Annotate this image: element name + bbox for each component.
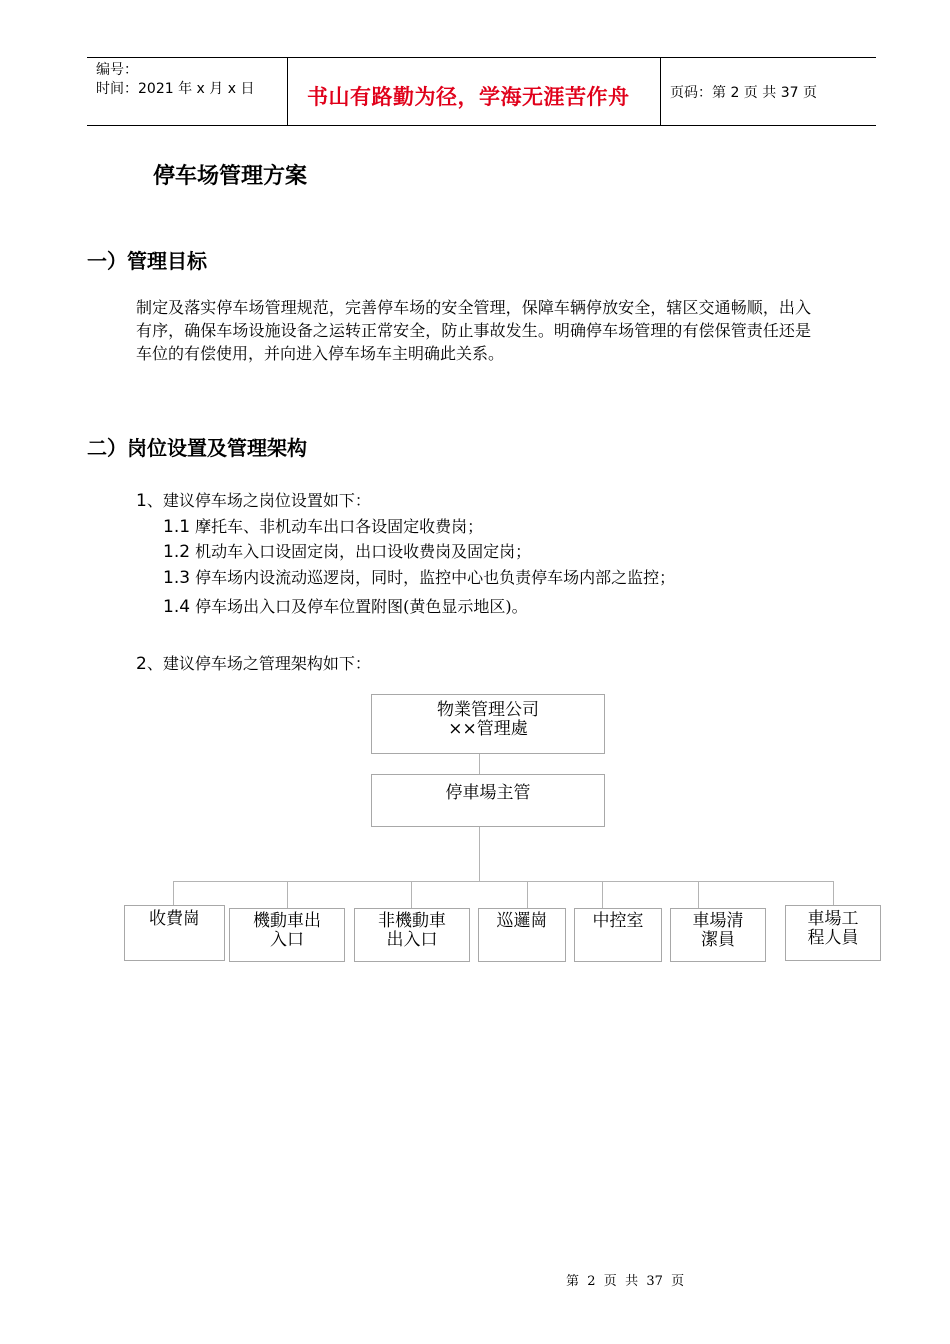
sub-item-number: 1.2 — [163, 542, 191, 562]
sub-item-1-1 — [163, 515, 483, 539]
org-box-cleaner — [670, 908, 766, 962]
org-box-line: 潔員 — [701, 930, 735, 950]
list-item-1 — [136, 489, 371, 513]
sub-item-text: 机动车入口设固定岗，出口设收费岗及固定岗； — [190, 542, 532, 561]
section-1-title: 一）管理目标 — [87, 249, 207, 273]
connector-drop — [833, 881, 834, 905]
org-box-line: 程人員 — [807, 928, 859, 948]
org-box-toll-booth — [124, 905, 225, 961]
org-box-line: 中控室 — [592, 911, 644, 931]
sub-item-1-4 — [163, 595, 528, 619]
connector-drop — [173, 881, 174, 905]
sub-item-text: 摩托车、非机动车出口各设固定收费岗； — [190, 517, 484, 536]
org-box-line: 入口 — [270, 930, 304, 950]
header-divider-right — [660, 57, 661, 126]
page-footer: 第 2 页 共 37 页 — [566, 1274, 685, 1289]
time-label: 时间：2021 年 x 月 x 日 — [96, 81, 255, 97]
org-box-line: 車場清 — [692, 911, 744, 931]
header-divider-left — [287, 57, 288, 126]
sub-item-1-3 — [163, 566, 675, 590]
org-box-motor-entrance — [229, 908, 345, 962]
connector-top — [479, 753, 480, 774]
list-item-text: 、建议停车场之岗位设置如下： — [146, 491, 371, 510]
sub-item-text: 停车场出入口及停车位置附图(黄色显示地区)。 — [190, 597, 528, 616]
org-box-patrol — [478, 908, 566, 962]
org-box-line: 車場工 — [807, 909, 859, 929]
section-2-title: 二）岗位设置及管理架构 — [87, 436, 307, 460]
org-box-line: 收費崗 — [149, 909, 200, 929]
sub-item-number: 1.1 — [163, 517, 191, 537]
sub-item-number: 1.3 — [163, 568, 191, 588]
header-bottom-rule — [87, 125, 876, 126]
list-item-2 — [136, 652, 371, 676]
org-box-manager — [371, 774, 605, 827]
connector-horizontal — [173, 881, 833, 882]
connector-drop — [527, 881, 528, 908]
org-box-line: 機動車出 — [253, 911, 321, 931]
connector-drop — [411, 881, 412, 908]
serial-label: 编号： — [96, 62, 138, 78]
document-title: 停车场管理方案 — [153, 164, 308, 189]
org-box-line: 物業管理公司 — [437, 700, 539, 720]
org-box-property-company — [371, 694, 605, 754]
org-box-line: ××管理處 — [448, 719, 528, 739]
org-box-line: 出入口 — [386, 930, 438, 950]
connector-drop — [287, 881, 288, 908]
org-box-line: 停車場主管 — [445, 783, 531, 803]
list-item-text: 、建议停车场之管理架构如下： — [146, 654, 371, 673]
list-item-number: 1 — [136, 491, 147, 511]
list-item-number: 2 — [136, 654, 147, 674]
org-box-control-room — [574, 908, 662, 962]
connector-manager-down — [479, 826, 480, 882]
sub-item-1-2 — [163, 540, 531, 564]
sub-item-number: 1.4 — [163, 597, 191, 617]
header-slogan: 书山有路勤为径，学海无涯苦作舟 — [307, 85, 630, 109]
org-box-line: 巡邏崗 — [496, 911, 548, 931]
connector-drop — [602, 881, 603, 908]
sub-item-text: 停车场内设流动巡逻岗，同时，监控中心也负责停车场内部之监控； — [190, 568, 676, 587]
org-box-engineer — [785, 905, 881, 961]
org-box-nonmotor-entrance — [354, 908, 470, 962]
connector-drop — [698, 881, 699, 908]
header-top-rule — [87, 57, 876, 58]
org-box-line: 非機動車 — [378, 911, 446, 931]
header-page-info: 页码：第 2 页 共 37 页 — [670, 85, 817, 101]
section-1-body: 制定及落实停车场管理规范，完善停车场的安全管理，保障车辆停放安全，辖区交通畅顺，出入有序，确保车场设施设备之运转正常安全，防止事故发生。明确停车场管理的有偿保管责任还是车位的有偿使用，并向进入停车场车主明确此关系。 — [136, 298, 811, 363]
